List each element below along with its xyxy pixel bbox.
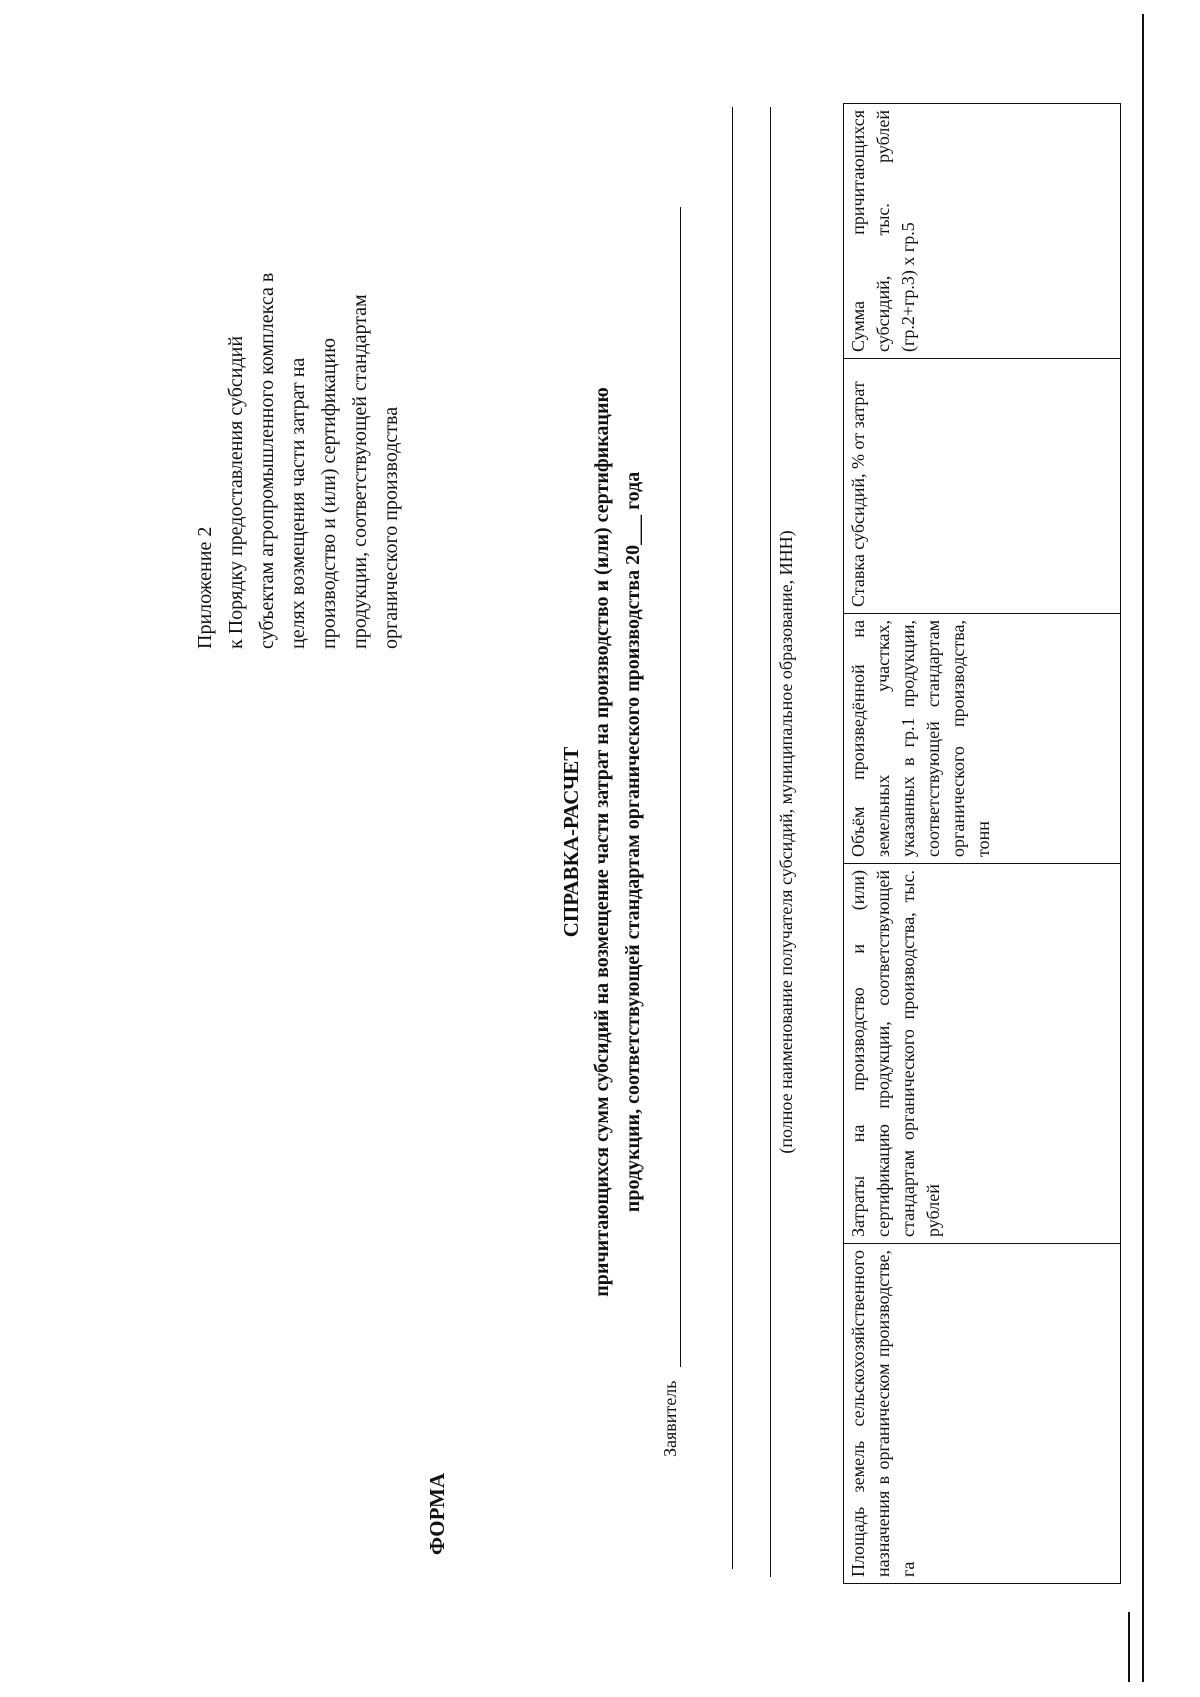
title-name: СПРАВКА-РАСЧЕТ: [559, 746, 583, 938]
header-cell-area: Площадь земель сельскохозяйственного назначения в органическом производстве, га: [844, 1244, 1121, 1584]
header-cell-rate: Ставка субсидий, % от затрат: [844, 359, 1121, 614]
recipient-fill-line-2: [770, 107, 771, 1577]
title-line-2: продукции, соответствующей стандартам органического производства 20___ года: [622, 471, 644, 1213]
appendix-line: производство и (или) сертификацию: [318, 337, 340, 649]
calculation-table: [843, 103, 1121, 1584]
title-line-1: причитающихся сумм субсидий на возмещение части затрат на производство и (или) сертификацию: [591, 387, 613, 1297]
applicant-fill-line: [680, 207, 681, 1367]
appendix-line: целях возмещения части затрат на: [287, 357, 309, 649]
header-cell-sum: Сумма причитающихся субсидий, тыс. рублей (гр.2+гр.3) х гр.5: [844, 104, 1121, 359]
recipient-fill-line: [732, 107, 733, 1569]
appendix-line: продукции, соответствующей стандартам: [349, 294, 371, 649]
header-cell-costs: Затраты на производство и (или) сертификацию продукции, соответствующей стандартам органического производства, тыс. рублей: [844, 864, 1121, 1244]
appendix-line: Приложение 2: [194, 526, 216, 649]
document-title: [556, 107, 649, 1577]
form-label: ФОРМА: [425, 1472, 449, 1555]
appendix-line: к Порядку предоставления субсидий: [225, 335, 247, 649]
applicant-label: Заявитель: [660, 1380, 680, 1457]
appendix-line: органического производства: [380, 406, 402, 649]
appendix-block: [190, 229, 407, 649]
table-header-row: [844, 104, 1121, 1584]
header-cell-volume: Объём произведённой на земельных участках, указанных в гр.1 продукции, соответствующей стандартам органического производства, тонн: [844, 614, 1121, 864]
recipient-caption: (полное наименование получателя субсидий, муниципальное образование, ИНН): [776, 530, 796, 1154]
appendix-line: субъектам агропромышленного комплекса в: [256, 272, 278, 649]
